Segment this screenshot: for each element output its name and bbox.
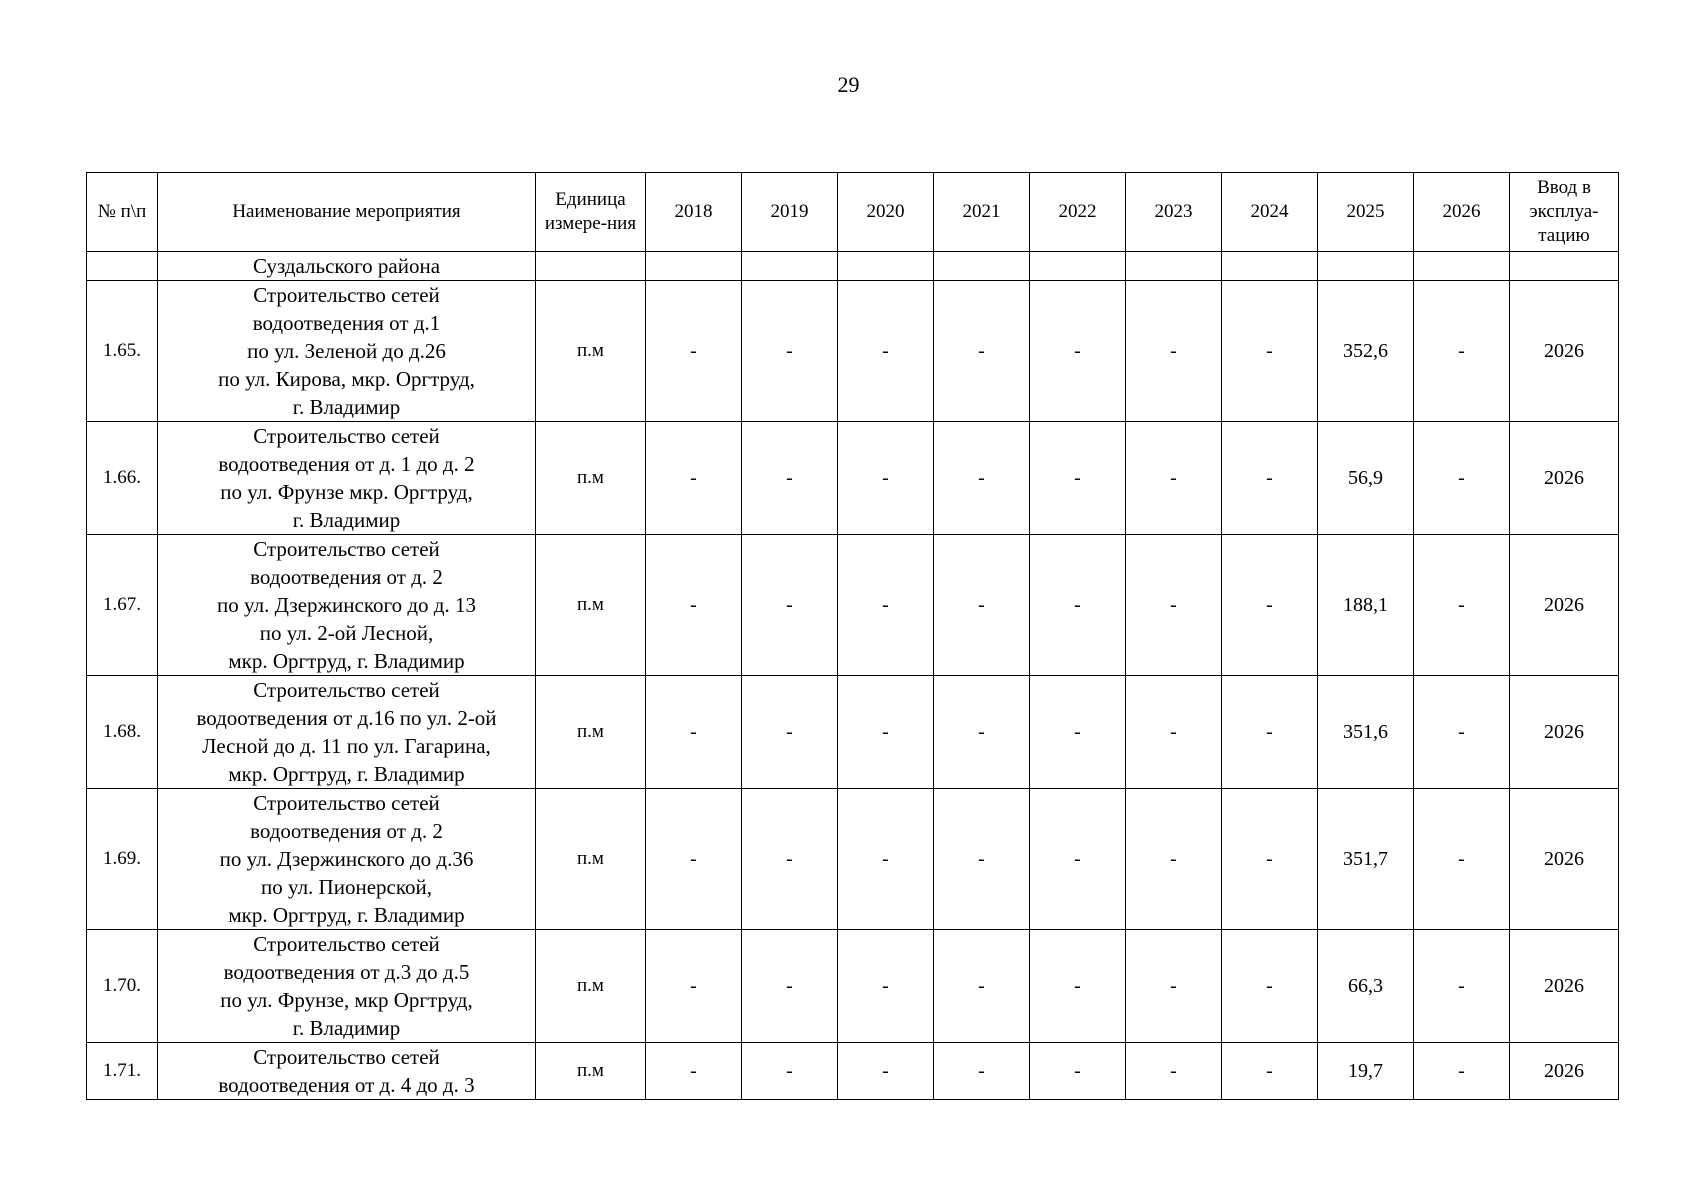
row-year-value: - xyxy=(1414,535,1510,676)
row-name-line: г. Владимир xyxy=(292,395,401,419)
row-year-value: 351,7 xyxy=(1318,789,1414,930)
row-number: 1.69. xyxy=(87,789,158,930)
row-name-line: Строительство сетей xyxy=(253,932,440,956)
row-year-value: - xyxy=(1414,1043,1510,1100)
row-name-line: по ул. Пионерской, xyxy=(261,875,432,899)
continuation-empty-cell xyxy=(1510,252,1619,281)
table-row xyxy=(87,535,1619,676)
row-year-value: - xyxy=(934,676,1030,789)
table-row xyxy=(87,676,1619,789)
row-year-value: - xyxy=(1222,535,1318,676)
row-unit: п.м xyxy=(536,676,646,789)
row-commission-year: 2026 xyxy=(1510,930,1619,1043)
row-name xyxy=(158,930,536,1043)
row-year-value: - xyxy=(1126,281,1222,422)
header-year: 2021 xyxy=(934,173,1030,252)
row-commission-year: 2026 xyxy=(1510,789,1619,930)
row-number: 1.71. xyxy=(87,1043,158,1100)
continuation-empty-cell xyxy=(536,252,646,281)
row-name-line: водоотведения от д. 2 xyxy=(250,819,443,843)
row-name-line: водоотведения от д. 4 до д. 3 xyxy=(218,1073,475,1097)
row-name xyxy=(158,535,536,676)
row-year-value: 351,6 xyxy=(1318,676,1414,789)
table-row xyxy=(87,281,1619,422)
row-number: 1.70. xyxy=(87,930,158,1043)
row-name-line: г. Владимир xyxy=(292,1016,401,1040)
row-year-value: - xyxy=(742,281,838,422)
continuation-empty-cell xyxy=(838,252,934,281)
row-year-value: - xyxy=(1222,281,1318,422)
row-year-value: - xyxy=(934,422,1030,535)
row-year-value: - xyxy=(646,789,742,930)
row-year-value: - xyxy=(1030,1043,1126,1100)
row-year-value: - xyxy=(1030,789,1126,930)
header-year: 2020 xyxy=(838,173,934,252)
header-commission: Ввод в эксплуа-тацию xyxy=(1510,173,1619,252)
row-year-value: - xyxy=(1414,789,1510,930)
row-year-value: - xyxy=(1414,676,1510,789)
row-year-value: - xyxy=(1030,281,1126,422)
table-body xyxy=(87,252,1619,1100)
row-commission-year: 2026 xyxy=(1510,1043,1619,1100)
header-name: Наименование мероприятия xyxy=(158,173,536,252)
row-name-line: по ул. 2-ой Лесной, xyxy=(259,621,434,645)
row-year-value: - xyxy=(838,789,934,930)
header-year: 2025 xyxy=(1318,173,1414,252)
row-name-line: мкр. Оргтруд, г. Владимир xyxy=(228,649,465,673)
row-name-line: Строительство сетей xyxy=(253,1045,440,1069)
continuation-empty-cell xyxy=(1030,252,1126,281)
row-year-value: - xyxy=(838,1043,934,1100)
row-year-value: - xyxy=(742,535,838,676)
row-year-value: - xyxy=(1222,789,1318,930)
row-year-value: - xyxy=(646,676,742,789)
table-row xyxy=(87,930,1619,1043)
row-unit: п.м xyxy=(536,789,646,930)
continuation-empty-cell xyxy=(1318,252,1414,281)
row-name-line: водоотведения от д.1 xyxy=(252,311,441,335)
row-unit: п.м xyxy=(536,930,646,1043)
row-year-value: - xyxy=(1222,930,1318,1043)
row-year-value: - xyxy=(646,1043,742,1100)
row-year-value: - xyxy=(742,676,838,789)
row-number: 1.65. xyxy=(87,281,158,422)
row-year-value: - xyxy=(1222,676,1318,789)
row-year-value: 56,9 xyxy=(1318,422,1414,535)
row-name-line: Строительство сетей xyxy=(253,424,440,448)
row-name-line: по ул. Фрунзе мкр. Оргтруд, xyxy=(220,480,473,504)
row-year-value: - xyxy=(646,422,742,535)
row-name-line: мкр. Оргтруд, г. Владимир xyxy=(228,762,465,786)
row-name-line: Строительство сетей xyxy=(253,791,440,815)
header-year: 2026 xyxy=(1414,173,1510,252)
row-number: 1.67. xyxy=(87,535,158,676)
row-name-line: по ул. Кирова, мкр. Оргтруд, xyxy=(218,367,475,391)
row-year-value: - xyxy=(1414,281,1510,422)
row-name xyxy=(158,789,536,930)
header-unit: Единица измере-ния xyxy=(536,173,646,252)
row-name-line: водоотведения от д. 1 до д. 2 xyxy=(218,452,475,476)
row-year-value: - xyxy=(934,789,1030,930)
row-year-value: - xyxy=(1222,422,1318,535)
row-commission-year: 2026 xyxy=(1510,676,1619,789)
continuation-empty-cell xyxy=(1126,252,1222,281)
row-year-value: 66,3 xyxy=(1318,930,1414,1043)
header-num: № п\п xyxy=(87,173,158,252)
header-year: 2024 xyxy=(1222,173,1318,252)
row-year-value: - xyxy=(1126,789,1222,930)
row-year-value: - xyxy=(742,789,838,930)
row-year-value: - xyxy=(838,930,934,1043)
row-year-value: - xyxy=(1126,930,1222,1043)
row-name-line: мкр. Оргтруд, г. Владимир xyxy=(228,903,465,927)
header-year: 2019 xyxy=(742,173,838,252)
row-year-value: - xyxy=(1126,535,1222,676)
row-commission-year: 2026 xyxy=(1510,281,1619,422)
table-row xyxy=(87,1043,1619,1100)
row-year-value: - xyxy=(838,676,934,789)
row-unit: п.м xyxy=(536,281,646,422)
row-year-value: - xyxy=(838,535,934,676)
row-year-value: - xyxy=(934,535,1030,676)
row-year-value: - xyxy=(1030,930,1126,1043)
investment-plan-table xyxy=(86,172,1619,1100)
continuation-text: Суздальского района xyxy=(158,252,536,281)
continuation-empty-cell xyxy=(934,252,1030,281)
row-name-line: водоотведения от д.16 по ул. 2-ой xyxy=(196,706,497,730)
header-year: 2022 xyxy=(1030,173,1126,252)
continuation-empty-cell xyxy=(1414,252,1510,281)
row-number: 1.66. xyxy=(87,422,158,535)
row-year-value: - xyxy=(1030,535,1126,676)
continuation-empty-cell xyxy=(742,252,838,281)
row-name-line: Строительство сетей xyxy=(253,678,440,702)
row-year-value: - xyxy=(646,535,742,676)
row-year-value: - xyxy=(1030,422,1126,535)
row-name-line: по ул. Зеленой до д.26 xyxy=(247,339,446,363)
row-name-line: Строительство сетей xyxy=(253,283,440,307)
row-year-value: - xyxy=(646,930,742,1043)
continuation-num-cell xyxy=(87,252,158,281)
row-year-value: - xyxy=(838,281,934,422)
row-year-value: - xyxy=(646,281,742,422)
continuation-row xyxy=(87,252,1619,281)
row-name-line: г. Владимир xyxy=(292,508,401,532)
header-year: 2023 xyxy=(1126,173,1222,252)
row-name-line: Строительство сетей xyxy=(253,537,440,561)
header-year: 2018 xyxy=(646,173,742,252)
row-year-value: - xyxy=(1414,422,1510,535)
continuation-empty-cell xyxy=(646,252,742,281)
row-year-value: 352,6 xyxy=(1318,281,1414,422)
row-number: 1.68. xyxy=(87,676,158,789)
row-year-value: - xyxy=(742,1043,838,1100)
row-name-line: по ул. Дзержинского до д. 13 xyxy=(217,593,476,617)
row-unit: п.м xyxy=(536,1043,646,1100)
row-commission-year: 2026 xyxy=(1510,422,1619,535)
row-unit: п.м xyxy=(536,535,646,676)
row-year-value: 188,1 xyxy=(1318,535,1414,676)
row-year-value: - xyxy=(742,930,838,1043)
row-year-value: - xyxy=(1222,1043,1318,1100)
row-name-line: водоотведения от д. 2 xyxy=(250,565,443,589)
row-name xyxy=(158,1043,536,1100)
row-commission-year: 2026 xyxy=(1510,535,1619,676)
row-year-value: - xyxy=(838,422,934,535)
row-year-value: - xyxy=(1030,676,1126,789)
row-name xyxy=(158,281,536,422)
page-number: 29 xyxy=(837,72,860,97)
table-row xyxy=(87,422,1619,535)
header-row xyxy=(87,173,1619,252)
row-year-value: - xyxy=(1126,1043,1222,1100)
row-year-value: - xyxy=(934,1043,1030,1100)
row-year-value: - xyxy=(934,930,1030,1043)
row-unit: п.м xyxy=(536,422,646,535)
row-name-line: по ул. Фрунзе, мкр Оргтруд, xyxy=(220,988,473,1012)
row-name xyxy=(158,422,536,535)
row-year-value: 19,7 xyxy=(1318,1043,1414,1100)
continuation-empty-cell xyxy=(1222,252,1318,281)
row-year-value: - xyxy=(934,281,1030,422)
row-name-line: водоотведения от д.3 до д.5 xyxy=(223,960,470,984)
row-year-value: - xyxy=(1126,676,1222,789)
row-year-value: - xyxy=(1126,422,1222,535)
row-year-value: - xyxy=(742,422,838,535)
row-name-line: по ул. Дзержинского до д.36 xyxy=(219,847,474,871)
row-year-value: - xyxy=(1414,930,1510,1043)
row-name-line: Лесной до д. 11 по ул. Гагарина, xyxy=(202,734,491,758)
row-name xyxy=(158,676,536,789)
table-row xyxy=(87,789,1619,930)
